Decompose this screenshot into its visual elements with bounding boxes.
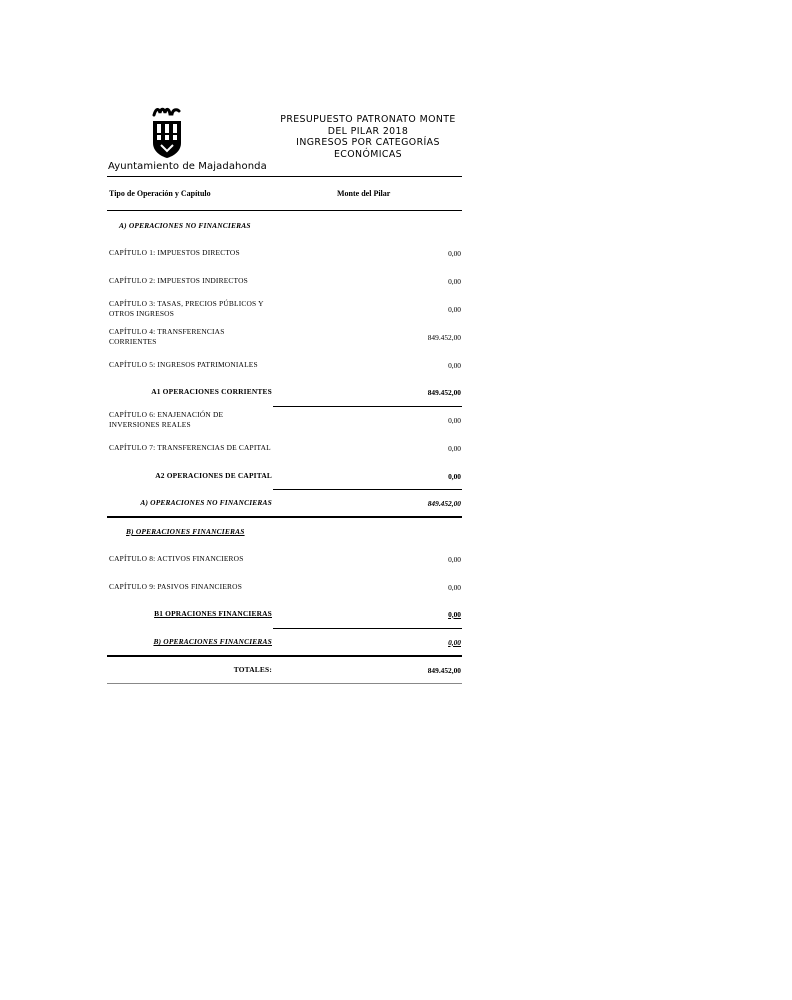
subtotal-divider [273, 406, 462, 407]
row-label: CAPÍTULO 6: ENAJENACIÓN DE INVERSIONES REALES [109, 410, 224, 429]
table-row [109, 270, 461, 292]
grand-total-row [109, 659, 461, 681]
row-label: CAPÍTULO 3: TASAS, PRECIOS PÚBLICOS Y OTROS INGRESOS [109, 299, 264, 318]
section-a-heading: A) OPERACIONES NO FINANCIERAS [119, 221, 251, 230]
subtotal-divider [273, 489, 462, 490]
row-value: 849.452,00 [427, 332, 461, 342]
row-value: 0,00 [448, 609, 461, 619]
majadahonda-coat-of-arms-icon [148, 105, 186, 159]
row-value: 849.452,00 [427, 665, 461, 675]
row-value: 0,00 [448, 471, 461, 481]
row-label-text: B) OPERACIONES FINANCIERAS [153, 637, 272, 647]
subtotal-row-b1 [109, 603, 461, 625]
row-value: 0,00 [448, 582, 461, 592]
section-b-heading: B) OPERACIONES FINANCIERAS [126, 527, 245, 536]
row-label: TOTALES: [233, 665, 272, 675]
subtotal-row-a2 [109, 465, 461, 487]
title-line: PRESUPUESTO PATRONATO MONTE [280, 114, 456, 125]
row-value: 0,00 [448, 304, 461, 314]
row-label: A2 OPERACIONES DE CAPITAL [155, 471, 272, 481]
row-label [109, 631, 272, 653]
row-label: CAPÍTULO 1: IMPUESTOS DIRECTOS [109, 248, 240, 258]
row-label: CAPÍTULO 5: INGRESOS PATRIMONIALES [109, 360, 258, 370]
header-divider [107, 176, 462, 177]
row-value: 0,00 [448, 637, 461, 647]
row-label [109, 603, 272, 625]
table-row [109, 409, 461, 431]
column-header-monte-del-pilar: Monte del Pilar [337, 189, 391, 198]
table-row [109, 576, 461, 598]
row-label: CAPÍTULO 9: PASIVOS FINANCIEROS [109, 582, 243, 592]
row-value: 0,00 [448, 276, 461, 286]
subtotal-divider [273, 628, 462, 629]
title-line: DEL PILAR 2018 [327, 125, 409, 137]
row-value: 0,00 [448, 443, 461, 453]
row-label: CAPÍTULO 8: ACTIVOS FINANCIEROS [109, 554, 244, 564]
table-row [109, 437, 461, 459]
total-row-section-b [109, 631, 461, 653]
document-title [274, 114, 462, 160]
row-label: CAPÍTULO 7: TRANSFERENCIAS DE CAPITAL [109, 443, 271, 453]
row-value: 0,00 [448, 360, 461, 370]
row-value: 849.452,00 [427, 387, 461, 397]
subtotal-row-a1 [109, 381, 461, 403]
title-line: INGRESOS POR CATEGORÍAS [296, 137, 440, 148]
column-header-divider [107, 210, 462, 211]
totals-divider [107, 655, 462, 657]
table-row [109, 326, 461, 348]
row-label-text: B1 OPRACIONES FINANCIERAS [154, 609, 272, 619]
table-bottom-border [107, 683, 462, 684]
row-value: 849.452,00 [427, 498, 461, 508]
row-label: A1 OPERACIONES CORRIENTES [151, 387, 272, 397]
table-row [109, 242, 461, 264]
total-row-section-a [109, 492, 461, 514]
section-divider [107, 516, 462, 518]
row-label: CAPÍTULO 4: TRANSFERENCIAS CORRIENTES [109, 327, 225, 346]
row-value: 0,00 [448, 248, 461, 258]
table-row [109, 548, 461, 570]
column-header-operation-type: Tipo de Operación y Capítulo [109, 189, 211, 198]
row-value: 0,00 [448, 415, 461, 425]
title-line: ECONÓMICAS [333, 148, 402, 160]
row-label: CAPÍTULO 2: IMPUESTOS INDIRECTOS [109, 276, 248, 286]
table-row [109, 298, 461, 320]
table-row [109, 354, 461, 376]
row-value: 0,00 [448, 554, 461, 564]
row-label: A) OPERACIONES NO FINANCIERAS [140, 498, 272, 508]
municipality-name: Ayuntamiento de Majadahonda [108, 161, 267, 172]
